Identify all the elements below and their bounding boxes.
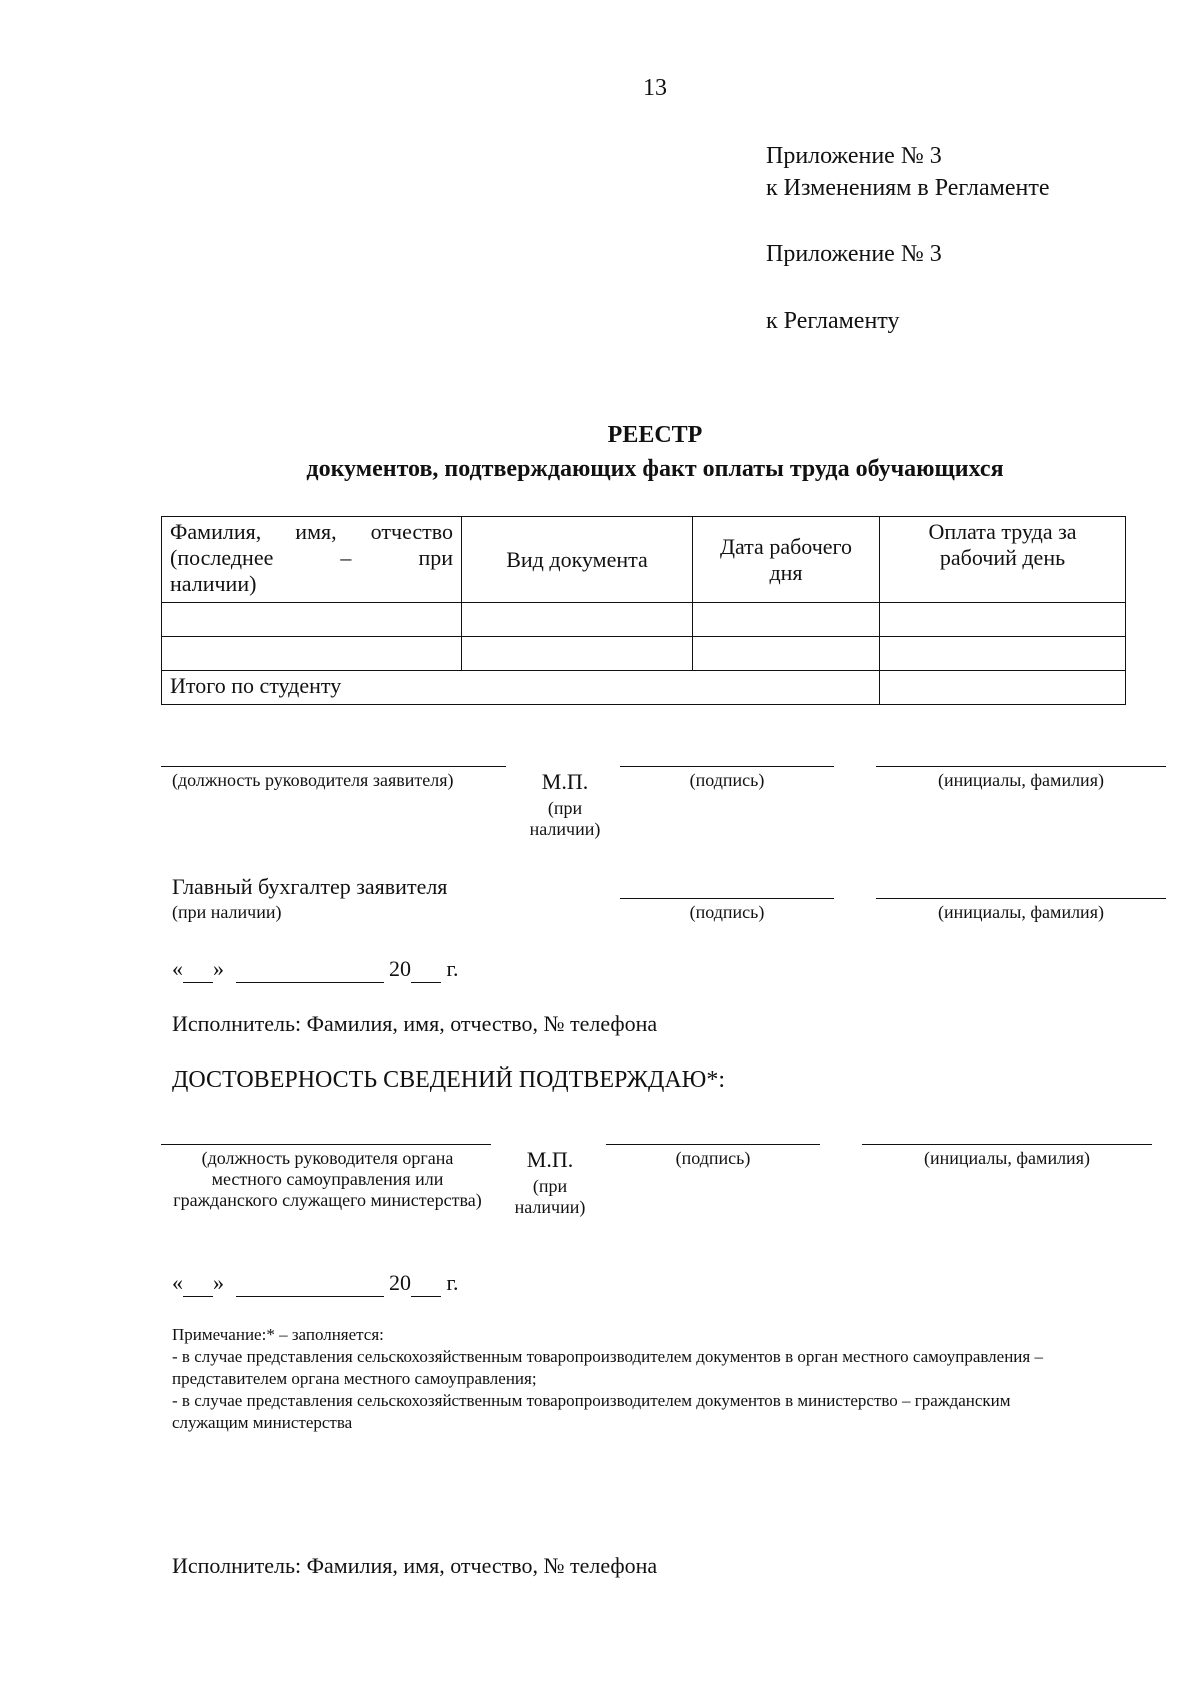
document-title: РЕЕСТР bbox=[607, 422, 703, 448]
initials-label-2: (инициалы, фамилия) bbox=[938, 902, 1104, 922]
table-cell[interactable] bbox=[693, 637, 880, 671]
appendix-line-1: Приложение № 3 bbox=[766, 143, 942, 169]
day-blank[interactable] bbox=[183, 956, 213, 983]
footnote-line-2: - в случае представления сельскохозяйственным товаропроизводителем документов в орган местного самоуправления – представителем органа местного самоуправления; bbox=[172, 1347, 1043, 1388]
month-blank-2[interactable] bbox=[236, 1270, 384, 1297]
table-cell[interactable] bbox=[462, 603, 693, 637]
header-work-date bbox=[693, 517, 880, 603]
stamp-label-3: М.П. bbox=[526, 1147, 574, 1172]
month-blank[interactable] bbox=[236, 956, 384, 983]
total-value-cell[interactable] bbox=[880, 671, 1126, 705]
footnote-line-1: Примечание:* – заполняется: bbox=[172, 1325, 384, 1344]
stamp-label-1: М.П. bbox=[541, 769, 589, 794]
position-label-3: (должность руководителя органа местного самоуправления или гражданского служащего министерства) bbox=[173, 1148, 482, 1210]
signature-label-1: (подпись) bbox=[689, 770, 765, 790]
initials-label-3: (инициалы, фамилия) bbox=[924, 1148, 1090, 1168]
header-fio-line-2: (последнее – при bbox=[170, 545, 453, 570]
year-prefix: 20 bbox=[389, 956, 411, 981]
signature-label-3: (подпись) bbox=[675, 1148, 751, 1168]
date-open-quote: « bbox=[172, 956, 183, 981]
position-line-1[interactable] bbox=[161, 766, 506, 767]
appendix-line-4: к Регламенту bbox=[766, 308, 900, 334]
appendix-line-2: к Изменениям в Регламенте bbox=[766, 175, 1050, 201]
executor-line: Исполнитель: Фамилия, имя, отчество, № телефона bbox=[172, 1011, 658, 1036]
position-label-1: (должность руководителя заявителя) bbox=[172, 770, 454, 790]
header-work-date-text: Дата рабочего дня bbox=[719, 533, 853, 585]
year-blank[interactable] bbox=[411, 956, 441, 983]
table-header-row bbox=[162, 517, 1126, 603]
footnote-line-3: - в случае представления сельскохозяйственным товаропроизводителем документов в министерство – гражданским служащим министерства bbox=[172, 1391, 1011, 1432]
header-pay-text: Оплата труда за рабочий день bbox=[928, 519, 1077, 570]
date-line-1 bbox=[172, 956, 459, 983]
date-close-quote: » bbox=[213, 956, 224, 981]
signature-label-2: (подпись) bbox=[689, 902, 765, 922]
year-prefix-2: 20 bbox=[389, 1270, 411, 1295]
appendix-line-3: Приложение № 3 bbox=[766, 241, 942, 267]
signature-line-2[interactable] bbox=[620, 898, 834, 899]
date-close-quote-2: » bbox=[213, 1270, 224, 1295]
position-line-3[interactable] bbox=[161, 1144, 491, 1145]
confirm-heading: ДОСТОВЕРНОСТЬ СВЕДЕНИЙ ПОДТВЕРЖДАЮ*: bbox=[172, 1067, 726, 1093]
table-row bbox=[162, 603, 1126, 637]
header-fio-line-1: Фамилия, имя, отчество bbox=[170, 519, 453, 544]
page-number: 13 bbox=[643, 75, 667, 101]
date-open-quote-2: « bbox=[172, 1270, 183, 1295]
year-blank-2[interactable] bbox=[411, 1270, 441, 1297]
registry-table bbox=[161, 516, 1126, 705]
total-label: Итого по студенту bbox=[170, 673, 342, 698]
document-subtitle: документов, подтверждающих факт оплаты труда обучающихся bbox=[306, 456, 1004, 482]
year-suffix: г. bbox=[446, 956, 459, 981]
signature-line-3[interactable] bbox=[606, 1144, 820, 1145]
initials-line-1[interactable] bbox=[876, 766, 1166, 767]
table-row bbox=[162, 637, 1126, 671]
footnote bbox=[172, 1324, 1072, 1434]
initials-label-1: (инициалы, фамилия) bbox=[938, 770, 1104, 790]
header-fio-line-3: наличии) bbox=[170, 571, 257, 596]
table-cell[interactable] bbox=[880, 637, 1126, 671]
header-fio bbox=[162, 517, 462, 603]
table-cell[interactable] bbox=[162, 637, 462, 671]
initials-line-3[interactable] bbox=[862, 1144, 1152, 1145]
table-total-row bbox=[162, 671, 1126, 705]
header-pay bbox=[880, 517, 1126, 603]
stamp-note-1: (при наличии) bbox=[529, 798, 601, 839]
header-doc-type-text: Вид документа bbox=[506, 546, 648, 572]
total-label-cell bbox=[162, 671, 880, 705]
signature-line-1[interactable] bbox=[620, 766, 834, 767]
date-line-2 bbox=[172, 1270, 459, 1297]
table-cell[interactable] bbox=[880, 603, 1126, 637]
chief-accountant-note: (при наличии) bbox=[172, 902, 282, 922]
table-cell[interactable] bbox=[693, 603, 880, 637]
executor-line-bottom: Исполнитель: Фамилия, имя, отчество, № телефона bbox=[172, 1553, 658, 1578]
header-doc-type bbox=[462, 517, 693, 603]
stamp-note-3: (при наличии) bbox=[514, 1176, 586, 1217]
day-blank-2[interactable] bbox=[183, 1270, 213, 1297]
chief-accountant-title: Главный бухгалтер заявителя bbox=[172, 874, 448, 899]
year-suffix-2: г. bbox=[446, 1270, 459, 1295]
table-cell[interactable] bbox=[162, 603, 462, 637]
initials-line-2[interactable] bbox=[876, 898, 1166, 899]
table-cell[interactable] bbox=[462, 637, 693, 671]
